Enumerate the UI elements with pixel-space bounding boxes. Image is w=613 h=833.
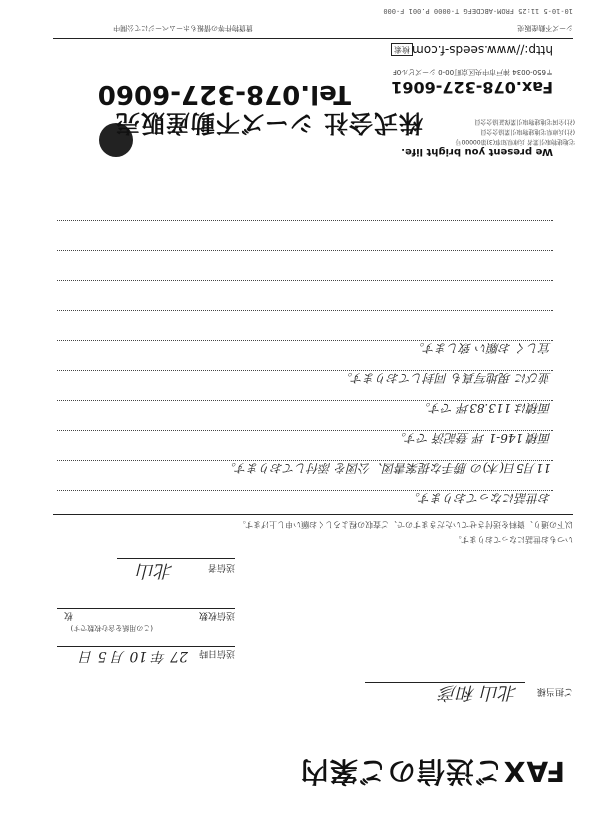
sender-value: 北山	[137, 560, 173, 581]
handwritten-line: 面積 146-1 坪 登記済 です。	[394, 431, 551, 445]
fax-transmission-header: 10-10-5 11:25 FROM-ABCDEFG T-0000 P.001 F-000	[383, 7, 573, 15]
handwritten-line: 並びに 現地写真も 同封しております。	[340, 371, 551, 385]
footer-right: 賃貸物件等の情報もホームページにて公開中	[113, 24, 253, 32]
recipient-name: 北山 和彦	[439, 682, 517, 703]
sender-underline	[117, 558, 235, 559]
handwritten-line: 11月5日(木)の 勝手な提案書図、公図を 添付しております。	[224, 461, 551, 475]
company-address: 〒650-0034 神戸市中央区京町00-0 シーズビル0F	[392, 68, 553, 76]
license-line: (社)全国宅地建物取引業保証協会会員	[474, 118, 575, 125]
note-1: いつもお世話になっております。	[453, 535, 573, 544]
handwritten-line: お世話になっております。	[407, 491, 551, 505]
note-2: 以下の通り、資料を送付させていただきますので、ご査収の程よろしくお願い申し上げます。	[237, 520, 573, 529]
recipient-underline	[365, 682, 525, 683]
notes-divider	[53, 514, 573, 515]
recipient-label: ご担当様	[536, 686, 573, 696]
page-title: FAXご送信のご案内	[299, 755, 565, 788]
license-line: 宅地建物取引業者 兵庫県知事(3)第00000号	[455, 138, 575, 145]
handwritten-line: 面積は 113.83坪 です。	[418, 401, 551, 415]
date-underline	[57, 646, 235, 647]
date-label: 送信日時	[198, 648, 235, 658]
footer-divider	[53, 38, 573, 39]
company-tel: Tel.078-327-6060	[97, 79, 351, 109]
footer-left: シーズ不動産販売	[517, 24, 573, 32]
license-line: (社)兵庫県宅地建物取引業協会会員	[480, 128, 575, 135]
pages-label: 送信枚数	[198, 610, 235, 620]
message-line	[57, 280, 553, 281]
pages-note: (この用紙を含む枚数です)	[70, 624, 153, 632]
date-value: 27 年 10 月 5 日	[79, 648, 188, 664]
company-name: 株式会社 シーズ不動産販売	[114, 109, 423, 137]
pages-value: 枚	[63, 610, 73, 620]
message-line	[57, 310, 553, 311]
company-url: http://www.seeds-f.com	[412, 43, 553, 57]
pages-underline	[57, 608, 235, 609]
message-line	[57, 250, 553, 251]
company-tagline: We present you bright life.	[401, 146, 553, 157]
company-fax: Fax.078-327-6061	[391, 78, 553, 97]
sender-label: 送信者	[207, 562, 235, 572]
handwritten-line: 宜しく お願い 致します。	[412, 341, 551, 355]
search-badge: 検索	[391, 43, 413, 56]
message-line	[57, 220, 553, 221]
